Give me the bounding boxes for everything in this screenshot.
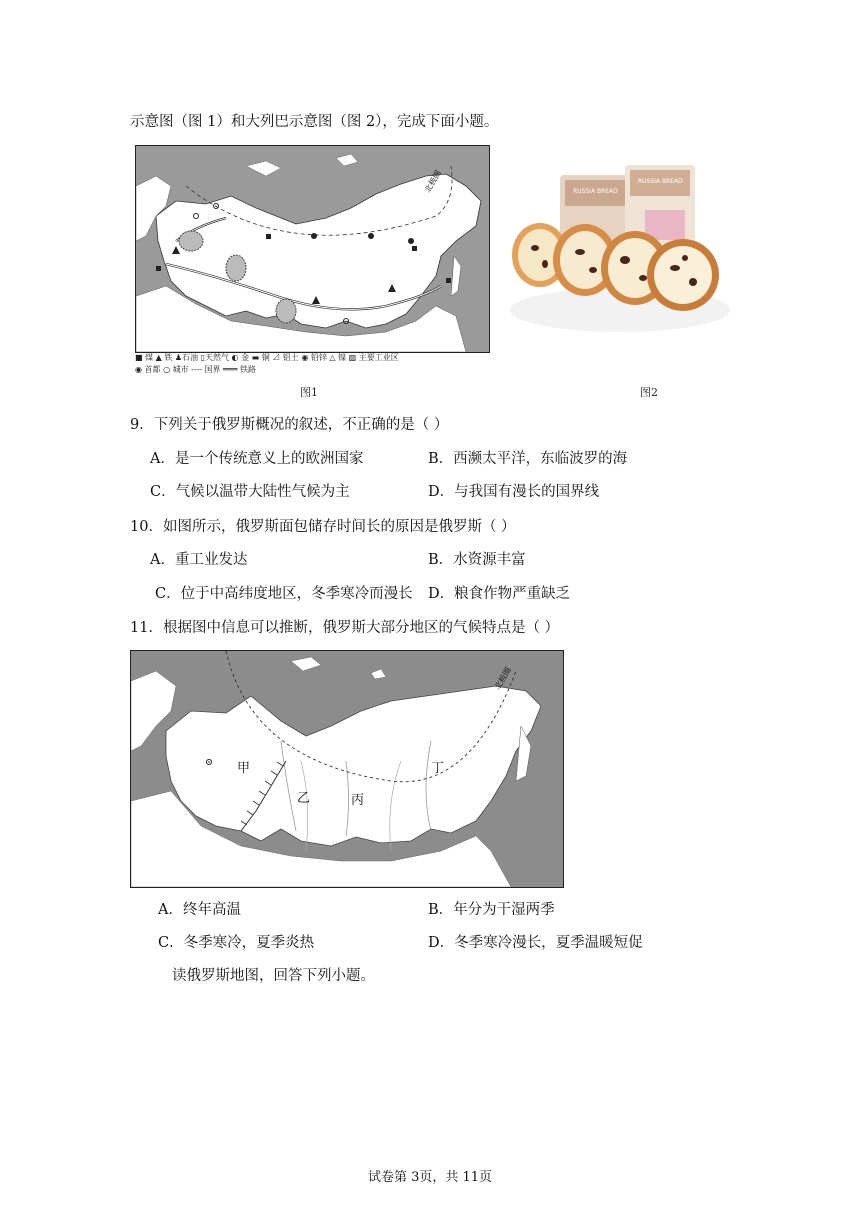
figure3-map: [130, 650, 564, 888]
figure1-caption: 图1: [300, 386, 318, 399]
package-text-2: RUSSIA BREAD: [638, 178, 683, 185]
question11-option-c: C．冬季寒冷，夏季炎热: [158, 935, 315, 951]
arctic-circle-label: 北极圈: [423, 168, 443, 195]
figure1-map: [135, 145, 490, 353]
region-label-jia: 甲: [237, 761, 251, 776]
question9-stem: 9．下列关于俄罗斯概况的叙述，不正确的是（ ）: [130, 417, 449, 433]
question9-option-d: D．与我国有漫长的国界线: [428, 484, 600, 500]
question10-option-c: C．位于中高纬度地区，冬季寒冷而漫长: [155, 586, 413, 602]
region-label-ding: 丁: [431, 761, 445, 776]
question10-option-a: A．重工业发达: [150, 552, 248, 568]
next-section-intro: 读俄罗斯地图，回答下列小题。: [172, 968, 375, 984]
arctic-circle-label-2: 北极圈: [493, 665, 513, 692]
question9-option-c: C．气候以温带大陆性气候为主: [150, 484, 350, 500]
question11-option-a: A．终年高温: [158, 902, 241, 918]
question10-stem: 10．如图所示，俄罗斯面包储存时间长的原因是俄罗斯（ ）: [130, 519, 516, 535]
question9-option-b: B．西濒太平洋，东临波罗的海: [428, 451, 628, 467]
intro-text: 示意图（图 1）和大列巴示意图（图 2），完成下面小题。: [130, 114, 499, 130]
figure2-caption: 图2: [640, 386, 658, 399]
question10-option-d: D．粮食作物严重缺乏: [428, 586, 571, 602]
region-label-yi: 乙: [297, 791, 311, 806]
question11-option-b: B．年分为干湿两季: [428, 902, 555, 918]
region-label-bing: 丙: [351, 793, 365, 808]
figure1-legend-row2: ◉ 首都 ○ 城市 ---- 国界 ═══ 铁路: [135, 365, 257, 374]
question9-option-a: A．是一个传统意义上的欧洲国家: [150, 451, 364, 467]
figure2-bread-image: [505, 160, 730, 340]
page-footer: 试卷第 3页，共 11页: [367, 1170, 493, 1185]
figure1-legend-row1: ■ 煤 ▲ 铁 ♟石油 ▯天然气 ◐ 金 ▬ 铜 ⊿ 铝土 ◉ 铅锌 △ 镍 ▨ 主要工业区: [135, 353, 399, 362]
question11-option-d: D．冬季寒冷漫长，夏季温暖短促: [428, 935, 643, 951]
question10-option-b: B．水资源丰富: [428, 552, 526, 568]
question11-stem: 11．根据图中信息可以推断，俄罗斯大部分地区的气候特点是（ ）: [130, 620, 560, 636]
package-text-1: RUSSIA BREAD: [573, 188, 618, 195]
